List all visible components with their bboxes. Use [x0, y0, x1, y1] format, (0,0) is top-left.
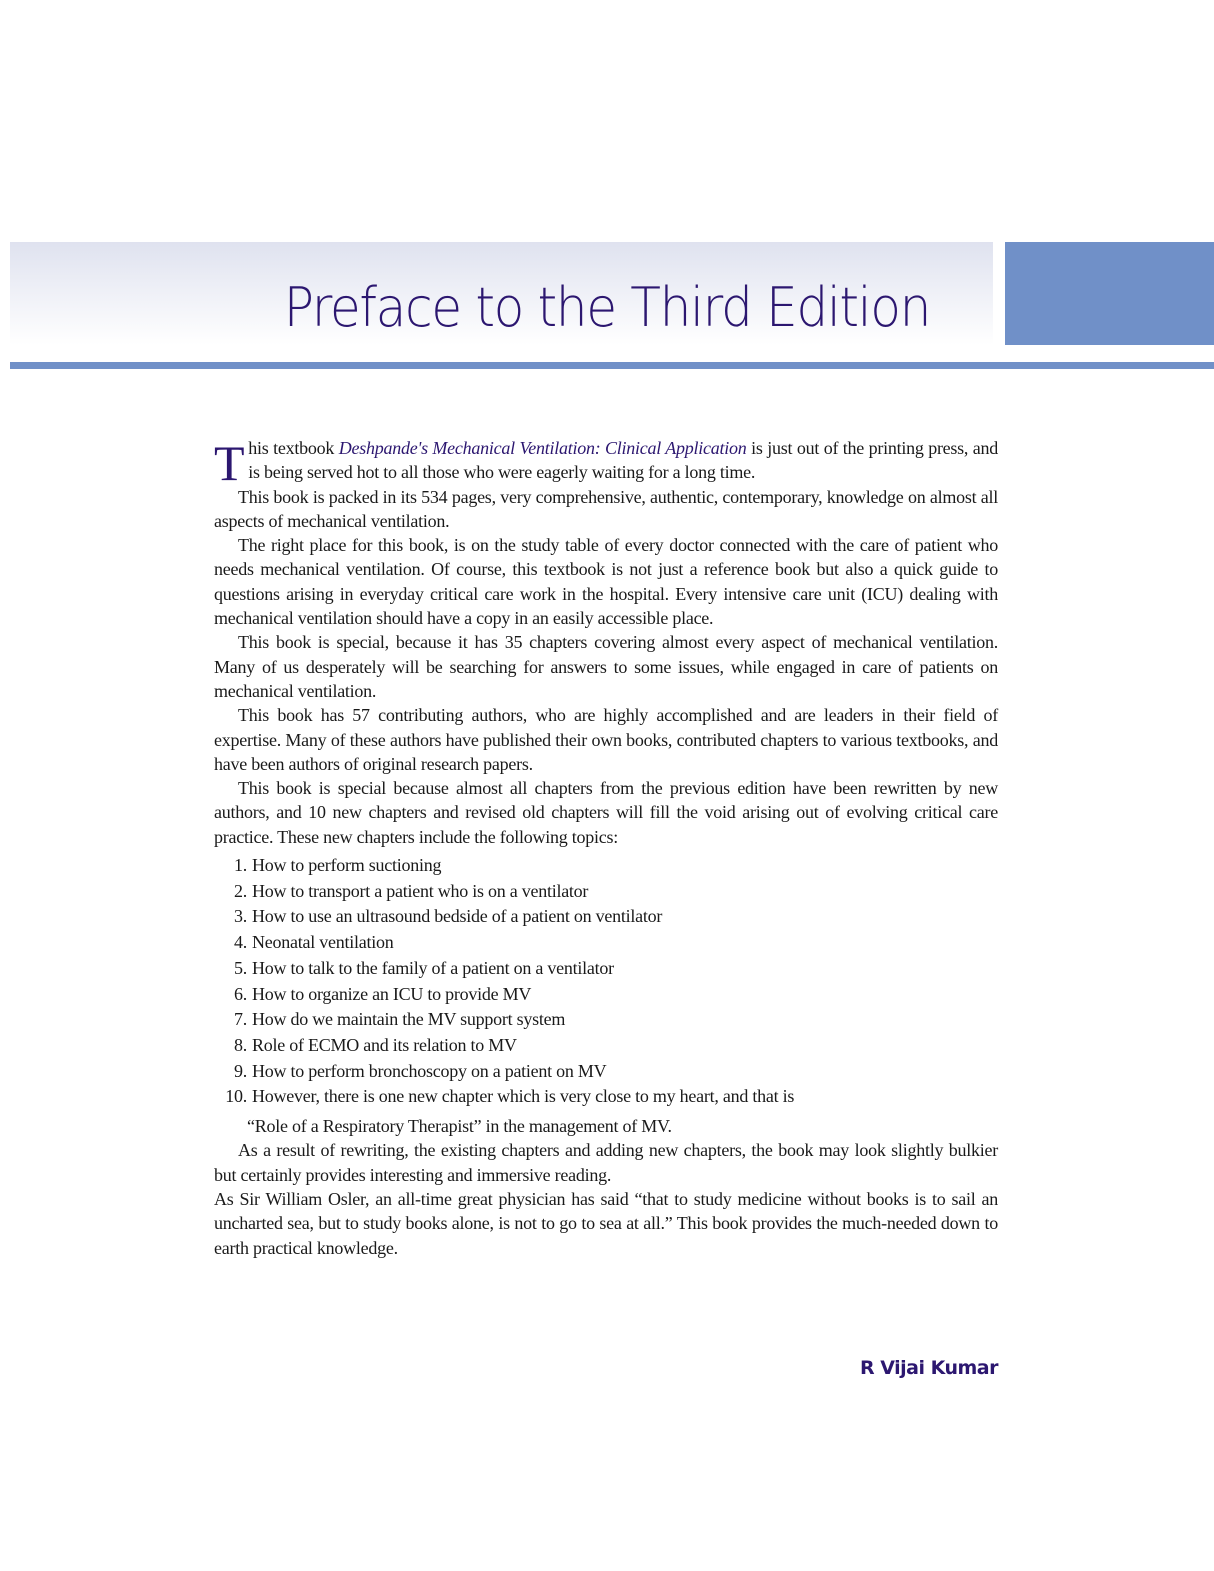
list-number: 6.	[234, 983, 247, 1004]
list-text: How to use an ultrasound bedside of a patient on ventilator	[252, 906, 663, 927]
list-number: 7.	[234, 1009, 247, 1030]
list-text: Role of ECMO and its relation to MV	[252, 1034, 517, 1055]
list-item	[214, 1084, 998, 1110]
list-number: 4.	[234, 932, 247, 953]
header-rule	[10, 362, 1214, 369]
list-continuation: “Role of a Respiratory Therapist” in the management of MV.	[247, 1116, 672, 1137]
book-title: Deshpande's Mechanical Ventilation: Clinical Application	[338, 438, 747, 458]
list-text: How to transport a patient who is on a ventilator	[252, 880, 589, 901]
list-item	[214, 982, 998, 1008]
paragraph-7: As a result of rewriting, the existing chapters and adding new chapters, the book may look slightly bulkier but certainly provides interesting and immersive reading.	[214, 1140, 998, 1185]
list-text: However, there is one new chapter which is very close to my heart, and that is	[252, 1086, 795, 1107]
list-item	[214, 930, 998, 956]
header-accent-block	[1005, 242, 1214, 345]
list-text: How to organize an ICU to provide MV	[252, 983, 532, 1004]
list-number: 9.	[234, 1060, 247, 1081]
paragraph-8: As Sir William Osler, an all-time great physician has said “that to study medicine without books is to sail an uncharted sea, but to study books alone, is not to go to sea at all.” This book provides the much-needed down to earth practical knowledge.	[214, 1188, 998, 1258]
list-item	[214, 904, 998, 930]
list-item	[214, 1007, 998, 1033]
author-signature: R Vijai Kumar	[860, 1357, 998, 1379]
paragraph-1: This textbook Deshpande's Mechanical Ventilation: Clinical Application is just out of the printing press, and is being served hot to all those who were eagerly waiting for a long time.	[214, 435, 999, 491]
paragraph-3: The right place for this book, is on the study table of every doctor connected with the care of patient who needs mechanical ventilation. Of course, this textbook is not just a reference book but also a quick guide to questions arising in everyday critical care work in the hospital. Every intensive care unit (ICU) dealing with mechanical ventilation should have a copy in an easily accessible place.	[214, 535, 998, 629]
list-item	[214, 1059, 998, 1085]
preface-body	[214, 436, 998, 1260]
list-item	[214, 1033, 998, 1059]
list-item	[214, 853, 998, 879]
list-number: 3.	[234, 906, 247, 927]
list-number: 2.	[234, 880, 247, 901]
paragraph-5: This book has 57 contributing authors, who are highly accomplished and are leaders in their field of expertise. Many of these authors have published their own books, contributed chapters to various textbooks, and have been authors of original research papers.	[214, 705, 998, 774]
list-number: 1.	[234, 855, 247, 876]
list-item	[214, 956, 998, 982]
drop-cap: T	[214, 435, 245, 491]
list-text: How do we maintain the MV support system	[252, 1009, 566, 1030]
list-number: 10.	[225, 1086, 247, 1107]
paragraph-2: This book is packed in its 534 pages, very comprehensive, authentic, contemporary, knowledge on almost all aspects of mechanical ventilation.	[214, 486, 998, 531]
list-text: How to perform bronchoscopy on a patient on MV	[252, 1060, 607, 1081]
page-title: Preface to the Third Edition	[283, 276, 930, 339]
list-item	[214, 879, 998, 905]
list-text: Neonatal ventilation	[252, 932, 394, 953]
list-number: 5.	[234, 957, 247, 978]
paragraph-4: This book is special, because it has 35 chapters covering almost every aspect of mechanical ventilation. Many of us desperately will be searching for answers to some issues, while engaged in care of patients on mechanical ventilation.	[214, 632, 998, 701]
list-text: How to talk to the family of a patient on a ventilator	[252, 957, 614, 978]
new-chapters-list	[214, 853, 998, 1110]
paragraph-6: This book is special because almost all chapters from the previous edition have been rewritten by new authors, and 10 new chapters and revised old chapters will fill the void arising out of evolving critical care practice. These new chapters include the following topics:	[214, 778, 998, 847]
list-text: How to perform suctioning	[252, 855, 442, 876]
list-number: 8.	[234, 1034, 247, 1055]
